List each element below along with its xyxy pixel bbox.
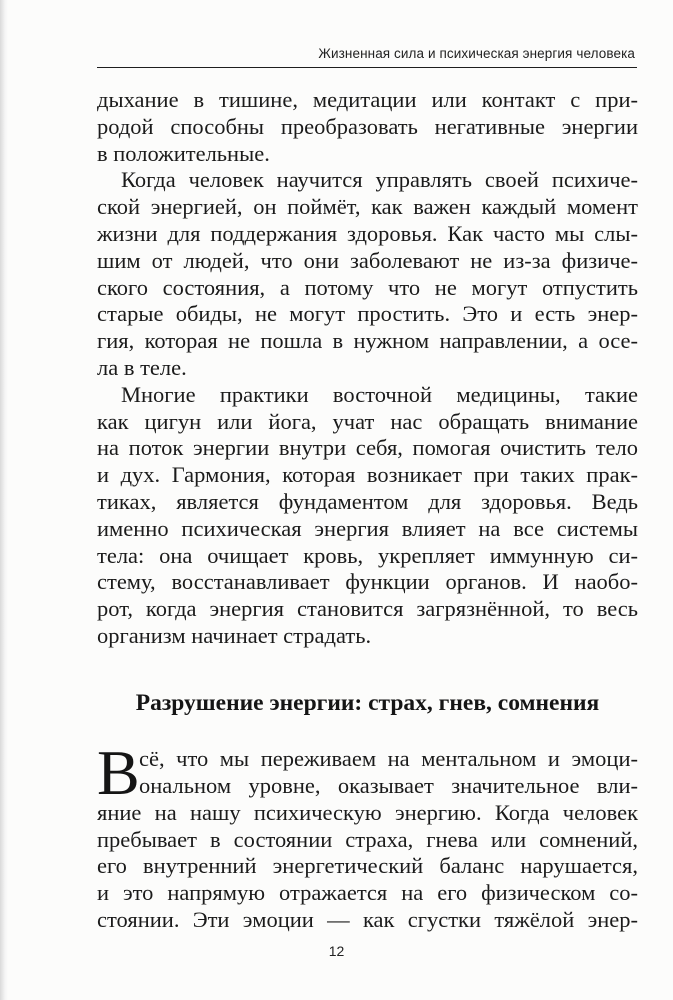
text-line: в положительные.	[97, 140, 270, 166]
text-line: тиках, является фундаментом для здоровья. Ведь	[97, 488, 638, 514]
text-line: гия, которая не пошла в нужном направлении, а осе-	[97, 328, 638, 354]
text-line: ональном уровне, оказывает значительное вли-	[139, 772, 638, 798]
drop-cap: В	[97, 736, 140, 808]
text-line: стоянии. Эти эмоции — как сгустки тяжёлой энер-	[97, 906, 638, 932]
text-line: Когда человек научится управлять своей психиче-	[121, 167, 638, 193]
text-line: рот, когда энергия становится загрязнённой, то весь	[97, 596, 638, 622]
text-line: Многие практики восточной медицины, такие	[121, 381, 638, 407]
dropcap-block	[97, 736, 638, 808]
text-line: дыхание в тишине, медитации или контакт с при-	[97, 87, 638, 112]
text-line: шим от людей, что они заболевают не из-за физиче-	[97, 247, 638, 273]
text-line: жизни для поддержания здоровья. Как часто мы слы-	[97, 220, 638, 246]
text-line: старые обиды, не могут простить. Это и есть энер-	[97, 301, 638, 327]
section-heading: Разрушение энергии: страх, гнев, сомнения	[135, 689, 600, 716]
running-head: Жизненная сила и психическая энергия человека	[318, 46, 635, 61]
spacer	[97, 717, 638, 746]
text-line: его внутренний энергетический баланс нарушается,	[97, 853, 638, 879]
text-line: именно психическая энергия влияет на все системы	[97, 515, 638, 541]
page-number: 12	[328, 943, 345, 959]
dropcap-text	[139, 746, 638, 800]
text-line: организм начинает страдать.	[97, 622, 372, 648]
text-line: и это напрямую отражается на его физическом со-	[97, 880, 638, 906]
text-line: как цигун или йога, учат нас обращать внимание	[97, 408, 638, 434]
header-rule	[97, 67, 637, 68]
body-text	[97, 87, 638, 934]
text-line: яние на нашу психическую энергию. Когда человек	[97, 799, 638, 825]
text-line: стему, восстанавливает функции органов. И наобо-	[97, 569, 638, 595]
text-line: пребывает в состоянии страха, гнева или сомнений,	[97, 826, 638, 852]
text-line: и дух. Гармония, которая возникает при таких прак-	[97, 462, 638, 488]
text-line: ской энергией, он поймёт, как важен каждый момент	[97, 194, 638, 220]
text-line: тела: она очищает кровь, укрепляет иммунную си-	[97, 542, 638, 568]
text-line: на поток энергии внутри себя, помогая очистить тело	[97, 435, 638, 461]
text-line: ла в теле.	[97, 354, 187, 380]
text-line: родой способны преобразовать негативные энергии	[97, 113, 638, 139]
scan-shadow	[0, 0, 8, 1000]
spacer	[97, 650, 638, 689]
text-line: сё, что мы переживаем на ментальном и эмоци-	[139, 745, 638, 771]
text-line: ского состояния, а потому что не могут отпустить	[97, 274, 638, 300]
